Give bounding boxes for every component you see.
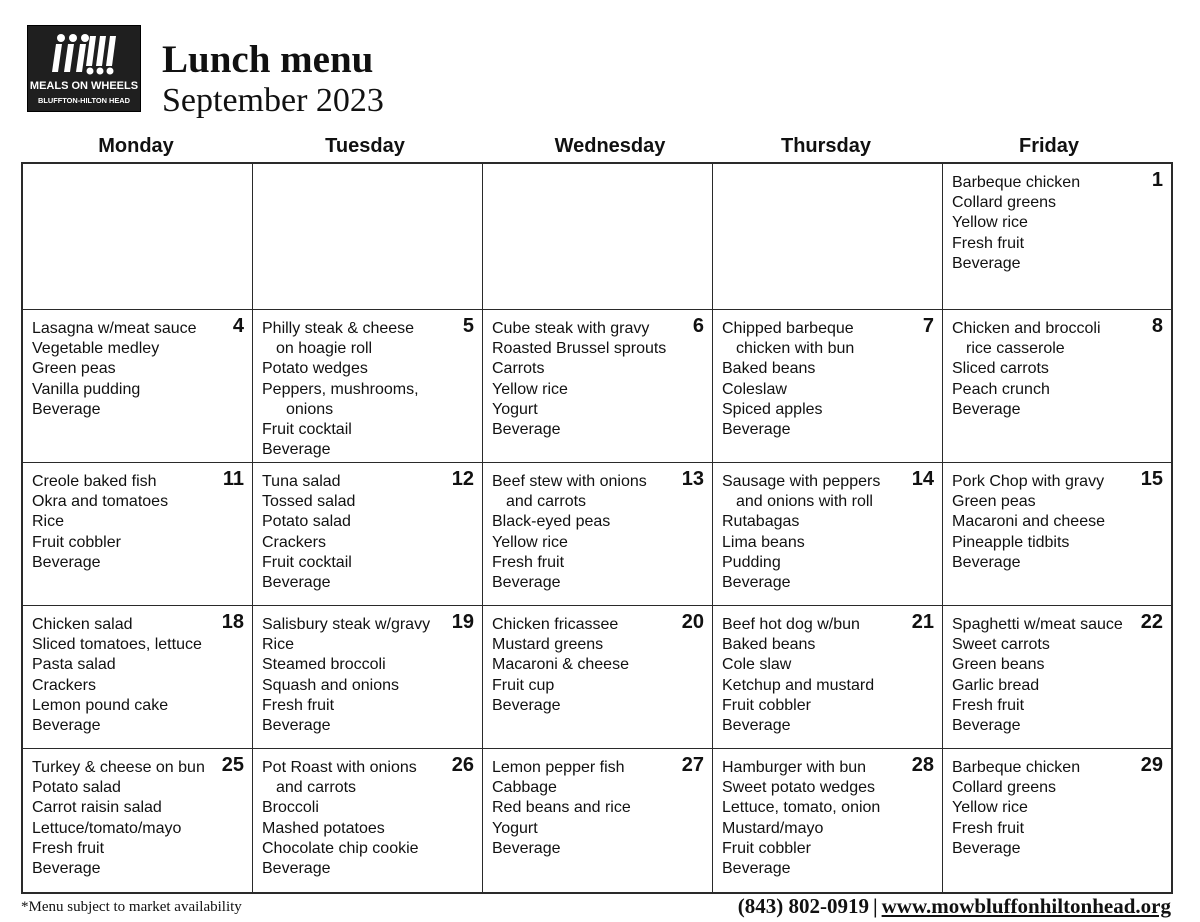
menu-item-list: [262, 615, 478, 736]
menu-item: Rutabagas: [722, 513, 800, 531]
weekday-friday: Friday: [1018, 135, 1080, 157]
menu-item: Crackers: [262, 533, 327, 551]
menu-item: Yellow rice: [952, 799, 1028, 817]
menu-item: Ketchup and mustard: [722, 676, 875, 694]
menu-item: Black-eyed peas: [492, 513, 611, 531]
menu-item: Rice: [32, 513, 65, 531]
contact-info: [738, 893, 1171, 919]
menu-item: onions: [286, 400, 334, 418]
menu-item: Potato salad: [262, 513, 351, 531]
menu-item: Fruit cocktail: [262, 421, 352, 439]
menu-item: Beverage: [722, 574, 791, 592]
menu-item: Pudding: [722, 553, 781, 571]
menu-item: Lemon pepper fish: [492, 759, 625, 776]
menu-item: Green beans: [952, 656, 1045, 674]
menu-item: rice casserole: [966, 340, 1065, 358]
weekday-thursday: Thursday: [780, 135, 872, 157]
menu-item: Sliced tomatoes, lettuce: [32, 636, 202, 654]
menu-item: Yellow rice: [492, 380, 568, 398]
menu-day-28: [713, 749, 943, 892]
menu-item: Fruit cup: [492, 676, 555, 694]
menu-item: Yellow rice: [952, 214, 1028, 232]
logo-location: BLUFFTON-HILTON HEAD: [38, 96, 130, 105]
menu-item: Sweet potato wedges: [722, 779, 875, 797]
menu-day-25: [23, 749, 253, 892]
menu-item-list: [722, 758, 938, 879]
menu-item: Barbeque chicken: [952, 759, 1081, 776]
meals-on-wheels-logo: [27, 25, 141, 112]
phone-number: (843) 802-0919: [737, 894, 869, 918]
menu-item: Fresh fruit: [492, 553, 565, 571]
menu-item: Chicken salad: [32, 616, 133, 633]
menu-day-13: [483, 463, 713, 606]
menu-day-21: [713, 606, 943, 749]
menu-item: Chicken and broccoli: [952, 320, 1101, 337]
menu-item: Beverage: [952, 553, 1021, 571]
weekday-wednesday: Wednesday: [554, 135, 666, 157]
date-number: 20: [681, 611, 704, 633]
menu-item: Macaroni and cheese: [952, 513, 1105, 531]
menu-item: Fresh fruit: [952, 234, 1025, 252]
menu-day-6: [483, 310, 713, 463]
weekday-monday: Monday: [98, 135, 174, 157]
menu-item-list: [952, 173, 1167, 274]
menu-item: Beverage: [952, 254, 1021, 272]
menu-item: chicken with bun: [736, 340, 855, 358]
menu-item: Macaroni & cheese: [492, 656, 629, 674]
menu-item: Chocolate chip cookie: [262, 839, 419, 857]
menu-day-29: [943, 749, 1171, 892]
menu-item: Cabbage: [492, 779, 557, 797]
menu-item-list: [722, 472, 938, 593]
menu-item: Beverage: [32, 860, 101, 878]
menu-day-1: [943, 164, 1171, 310]
empty-day-thursday: [713, 164, 943, 310]
menu-item: Collard greens: [952, 779, 1057, 797]
menu-day-7: [713, 310, 943, 463]
menu-item: Beverage: [262, 717, 331, 735]
menu-item: Beverage: [262, 441, 331, 459]
menu-item: Barbeque chicken: [952, 174, 1081, 191]
date-number: 11: [222, 468, 244, 490]
menu-item-list: [262, 758, 478, 879]
date-number: 7: [922, 315, 934, 337]
menu-item: Potato salad: [32, 779, 121, 797]
menu-item: Fresh fruit: [32, 839, 105, 857]
menu-item: Creole baked fish: [32, 473, 157, 490]
menu-item: and onions with roll: [736, 493, 873, 511]
menu-item: Tuna salad: [262, 473, 341, 490]
menu-item: Broccoli: [262, 799, 319, 817]
menu-item-list: [492, 472, 708, 593]
page-title: Lunch menu: [162, 38, 374, 81]
menu-item: Red beans and rice: [492, 799, 631, 817]
menu-item: Spiced apples: [722, 400, 823, 418]
weekday-tuesday: Tuesday: [325, 135, 405, 157]
contact-separator: |: [872, 894, 878, 918]
date-number: 5: [462, 315, 474, 337]
menu-item: Philly steak & cheese: [262, 320, 415, 337]
date-number: 4: [232, 315, 244, 337]
empty-day-tuesday: [253, 164, 483, 310]
weekday-header-row: [21, 131, 1173, 161]
menu-item-list: [722, 319, 938, 440]
page-subtitle: September 2023: [162, 82, 384, 119]
menu-item: Hamburger with bun: [722, 759, 867, 776]
menu-item: Beverage: [952, 839, 1021, 857]
menu-item: Tossed salad: [262, 493, 356, 511]
menu-day-22: [943, 606, 1171, 749]
menu-item: Sweet carrots: [952, 636, 1050, 654]
menu-item: Beverage: [32, 553, 101, 571]
menu-item-list: [952, 615, 1167, 736]
menu-item: Yogurt: [492, 400, 538, 418]
menu-item: Potato wedges: [262, 360, 368, 378]
menu-item: Beverage: [492, 696, 561, 714]
menu-item: Fruit cobbler: [32, 533, 121, 551]
menu-item: Lima beans: [722, 533, 805, 551]
menu-item: Carrot raisin salad: [32, 799, 162, 817]
date-number: 6: [692, 315, 704, 337]
menu-item-list: [952, 472, 1167, 573]
menu-item: Chicken fricassee: [492, 616, 619, 633]
menu-item: Pasta salad: [32, 656, 116, 674]
menu-item: Salisbury steak w/gravy: [262, 616, 431, 633]
date-number: 22: [1140, 611, 1163, 633]
menu-item: Steamed broccoli: [262, 656, 386, 674]
menu-item: Beverage: [492, 839, 561, 857]
menu-item: Yellow rice: [492, 533, 568, 551]
date-number: 27: [681, 754, 704, 776]
menu-item: Vegetable medley: [32, 340, 160, 358]
menu-item: Mashed potatoes: [262, 819, 385, 837]
menu-item: Beef stew with onions: [492, 473, 647, 490]
menu-item: Fruit cobbler: [722, 696, 811, 714]
menu-day-11: [23, 463, 253, 606]
menu-item: Beverage: [952, 400, 1021, 418]
menu-item: Mustard/mayo: [722, 819, 824, 837]
menu-item: Pot Roast with onions: [262, 759, 417, 776]
menu-item: Collard greens: [952, 194, 1057, 212]
date-number: 28: [911, 754, 934, 776]
menu-item: Beverage: [722, 717, 791, 735]
menu-item: Okra and tomatoes: [32, 493, 169, 511]
menu-item-list: [32, 472, 248, 573]
menu-item: Peppers, mushrooms,: [262, 380, 419, 398]
market-availability-note: *Menu subject to market availability: [21, 899, 242, 915]
menu-item: Crackers: [32, 676, 97, 694]
menu-day-19: [253, 606, 483, 749]
menu-item: Lemon pound cake: [32, 696, 169, 714]
menu-item: Beverage: [952, 717, 1021, 735]
date-number: 21: [911, 611, 934, 633]
date-number: 13: [681, 468, 704, 490]
empty-day-monday: [23, 164, 253, 310]
menu-calendar-grid: [21, 162, 1173, 894]
date-number: 26: [451, 754, 474, 776]
menu-item: Beverage: [262, 574, 331, 592]
menu-item: Beverage: [262, 860, 331, 878]
menu-item: Fruit cocktail: [262, 553, 352, 571]
menu-item: Cole slaw: [722, 656, 792, 674]
menu-item: Turkey & cheese on bun: [32, 759, 205, 776]
menu-item-list: [262, 319, 478, 460]
menu-item: Carrots: [492, 360, 545, 378]
menu-item: Cube steak with gravy: [492, 320, 650, 337]
menu-item: on hoagie roll: [276, 340, 373, 358]
date-number: 15: [1140, 468, 1163, 490]
menu-item: Vanilla pudding: [32, 380, 141, 398]
menu-item: Beef hot dog w/bun: [722, 616, 860, 633]
menu-day-20: [483, 606, 713, 749]
menu-item: Spaghetti w/meat sauce: [952, 616, 1123, 633]
menu-item: Baked beans: [722, 636, 816, 654]
menu-item: Lasagna w/meat sauce: [32, 320, 197, 337]
menu-item: Fresh fruit: [952, 819, 1025, 837]
menu-item: Peach crunch: [952, 380, 1050, 398]
menu-item: Baked beans: [722, 360, 816, 378]
date-number: 25: [221, 754, 244, 776]
empty-day-wednesday: [483, 164, 713, 310]
date-number: 19: [451, 611, 474, 633]
menu-item-list: [32, 615, 248, 736]
menu-item: Garlic bread: [952, 676, 1040, 694]
menu-item: Yogurt: [492, 819, 538, 837]
menu-item: Green peas: [32, 360, 116, 378]
menu-item: Beverage: [722, 421, 791, 439]
menu-day-8: [943, 310, 1171, 463]
menu-day-26: [253, 749, 483, 892]
logo-figures-icon: [28, 26, 142, 82]
menu-item: Sliced carrots: [952, 360, 1049, 378]
menu-item-list: [32, 758, 248, 879]
menu-item: Lettuce/tomato/mayo: [32, 819, 182, 837]
menu-item-list: [952, 319, 1167, 420]
date-number: 8: [1151, 315, 1163, 337]
menu-item: Beverage: [722, 860, 791, 878]
menu-item-list: [262, 472, 478, 593]
menu-item: Beverage: [492, 421, 561, 439]
menu-item-list: [492, 615, 708, 716]
menu-item-list: [32, 319, 248, 420]
menu-item: Rice: [262, 636, 295, 654]
menu-item: Lettuce, tomato, onion: [722, 799, 881, 817]
logo-name: MEALS ON WHEELS: [29, 80, 139, 92]
menu-day-12: [253, 463, 483, 606]
date-number: 1: [1151, 169, 1163, 191]
menu-item-list: [492, 758, 708, 859]
date-number: 18: [221, 611, 244, 633]
menu-item: Fresh fruit: [262, 696, 335, 714]
menu-day-18: [23, 606, 253, 749]
menu-item: Green peas: [952, 493, 1036, 511]
menu-item-list: [952, 758, 1167, 859]
menu-item: Pineapple tidbits: [952, 533, 1070, 551]
menu-item: Mustard greens: [492, 636, 604, 654]
menu-day-5: [253, 310, 483, 463]
menu-item: Roasted Brussel sprouts: [492, 340, 667, 358]
date-number: 14: [911, 468, 934, 490]
menu-item: Beverage: [32, 717, 101, 735]
menu-item-list: [492, 319, 708, 440]
website-link[interactable]: www.mowbluffonhiltonhead.org: [881, 894, 1171, 918]
menu-day-27: [483, 749, 713, 892]
menu-item: Sausage with peppers: [722, 473, 881, 490]
date-number: 29: [1140, 754, 1163, 776]
menu-item: Fresh fruit: [952, 696, 1025, 714]
menu-item: and carrots: [506, 493, 587, 511]
menu-item: Beverage: [492, 574, 561, 592]
date-number: 12: [451, 468, 474, 490]
menu-day-15: [943, 463, 1171, 606]
menu-item: Fruit cobbler: [722, 839, 811, 857]
menu-item: Pork Chop with gravy: [952, 473, 1105, 490]
menu-item: Chipped barbeque: [722, 320, 854, 337]
menu-item-list: [722, 615, 938, 736]
menu-day-4: [23, 310, 253, 463]
menu-item: Beverage: [32, 400, 101, 418]
menu-item: Squash and onions: [262, 676, 399, 694]
menu-item: and carrots: [276, 779, 357, 797]
menu-item: Coleslaw: [722, 380, 787, 398]
menu-day-14: [713, 463, 943, 606]
